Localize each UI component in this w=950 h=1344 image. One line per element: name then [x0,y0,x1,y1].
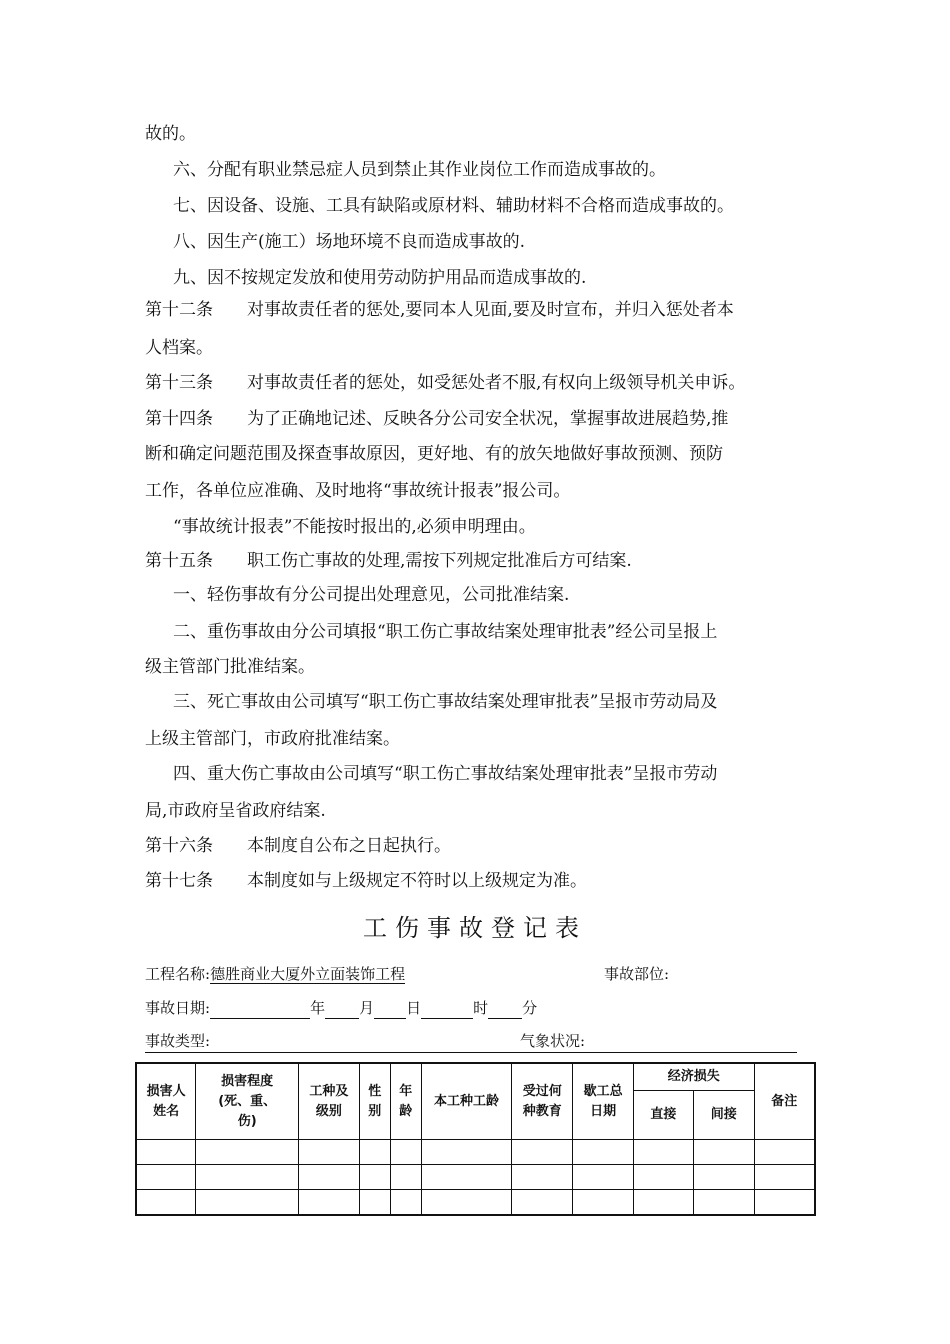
article-number: 第十二条 [145,300,213,320]
table-cell[interactable] [359,1190,390,1216]
table-cell[interactable] [421,1165,512,1190]
body-line [173,583,853,607]
header-economic-loss: 经济损失 [634,1063,755,1091]
header-training: 受过何 种教育 [512,1063,573,1140]
line-text: 局,市政府呈省政府结案. [145,801,326,821]
body-line [173,266,853,290]
header-sex: 性 别 [359,1063,390,1140]
header-trade-level: 工种及 级别 [299,1063,360,1140]
article-number: 第十三条 [145,373,213,393]
table-cell[interactable] [754,1165,815,1190]
line-text: 七、因设备、设施、工具有缺陷或原材料、辅助材料不合格而造成事故的。 [173,196,734,216]
table-cell[interactable] [390,1140,421,1165]
day-blank [374,1000,406,1019]
header-victim-name: 损害人 姓名 [136,1063,196,1140]
header-loss-indirect: 间接 [693,1091,754,1140]
line-text: 上级主管部门，市政府批准结案。 [145,729,400,749]
line-text: 对事故责任者的惩处，如受惩处者不服,有权向上级领导机关申诉。 [247,373,746,393]
table-cell[interactable] [359,1140,390,1165]
table-cell[interactable] [390,1190,421,1216]
line-text: 本制度如与上级规定不符时以上级规定为准。 [247,871,587,891]
table-cell[interactable] [421,1190,512,1216]
table-cell[interactable] [359,1165,390,1190]
table-cell[interactable] [421,1140,512,1165]
body-line [173,515,853,539]
body-line [145,336,825,360]
table-cell[interactable] [573,1190,634,1216]
article-number: 第十五条 [145,551,213,571]
body-line [173,762,853,786]
header-remarks: 备注 [754,1063,815,1140]
body-line [145,479,825,503]
date-label: 事故日期: [145,999,211,1017]
table-cell[interactable] [136,1190,196,1216]
header-injury-degree: 损害程度 (死、重、 伤) [196,1063,299,1140]
line-text: 九、因不按规定发放和使用劳动防护用品而造成事故的. [173,268,587,288]
article-line [145,371,825,395]
table-row [136,1140,815,1165]
table-cell[interactable] [390,1165,421,1190]
table-cell[interactable] [512,1140,573,1165]
table-row [136,1190,815,1216]
line-text: 八、因生产(施工）场地环境不良而造成事故的. [173,232,526,252]
article-number: 第十六条 [145,836,213,856]
line-text: 断和确定问题范围及探查事故原因，更好地、有的放矢地做好事故预测、预防 [145,444,723,464]
line-text: 为了正确地记述、反映各分公司安全状况，掌握事故进展趋势,推 [247,409,729,429]
header-days-lost: 歇工总 日期 [573,1063,634,1140]
body-line [145,122,825,146]
table-cell[interactable] [196,1140,299,1165]
table-row [136,1165,815,1190]
year-unit: 年 [310,999,326,1017]
table-cell[interactable] [634,1190,694,1216]
body-line [173,230,853,254]
table-cell[interactable] [693,1190,754,1216]
header-trade-seniority: 本工种工龄 [421,1063,512,1140]
header-age: 年 龄 [390,1063,421,1140]
article-line [145,298,825,322]
table-cell[interactable] [136,1165,196,1190]
line-text: 人档案。 [145,338,213,358]
table-cell[interactable] [634,1140,694,1165]
type-label: 事故类型: [145,1032,211,1050]
article-line [145,407,825,431]
line-text: 级主管部门批准结案。 [145,657,315,677]
article-line [145,869,825,893]
project-label: 工程名称: [145,965,211,983]
table-cell[interactable] [299,1140,360,1165]
table-cell[interactable] [754,1190,815,1216]
table-cell[interactable] [196,1165,299,1190]
article-line [145,549,825,573]
table-cell[interactable] [693,1140,754,1165]
line-text: 六、分配有职业禁忌症人员到禁止其作业岗位工作而造成事故的。 [173,160,666,180]
body-line [173,194,853,218]
hour-blank [421,1000,473,1019]
table-cell[interactable] [299,1190,360,1216]
table-cell[interactable] [693,1165,754,1190]
line-text: 工作，各单位应准确、及时地将“事故统计报表”报公司。 [145,481,571,501]
line-text: 本制度自公布之日起执行。 [247,836,451,856]
line-text: 四、重大伤亡事故由公司填写“职工伤亡事故结案处理审批表”呈报市劳动 [173,764,718,784]
line-text: 对事故责任者的惩处,要同本人见面,要及时宣布，并归入惩处者本 [247,300,734,320]
table-cell[interactable] [634,1165,694,1190]
table-cell[interactable] [136,1140,196,1165]
year-blank [210,1000,310,1019]
month-unit: 月 [359,999,375,1017]
body-line [173,690,853,714]
table-cell[interactable] [512,1190,573,1216]
date-line [145,997,537,1019]
minute-blank [488,1000,522,1019]
minute-unit: 分 [522,999,538,1017]
line-text: “事故统计报表”不能按时报出的,必须申明理由。 [173,517,536,537]
hour-unit: 时 [473,999,489,1017]
table-cell[interactable] [754,1140,815,1165]
project-name: 德胜商业大厦外立面装饰工程 [210,965,406,983]
form-title: 工伤事故登记表 [363,914,587,942]
month-blank [325,1000,359,1019]
day-unit: 日 [406,999,422,1017]
article-number: 第十四条 [145,409,213,429]
body-line [145,442,825,466]
table-cell[interactable] [196,1190,299,1216]
table-cell[interactable] [573,1140,634,1165]
header-loss-direct: 直接 [634,1091,694,1140]
project-line [145,963,405,985]
body-line [145,655,825,679]
body-line [145,727,825,751]
body-line [173,620,853,644]
line-text: 三、死亡事故由公司填写“职工伤亡事故结案处理审批表”呈报市劳动局及 [173,692,718,712]
line-text: 职工伤亡事故的处理,需按下列规定批准后方可结案. [247,551,632,571]
weather-label: 气象状况: [520,1032,586,1050]
body-line [145,799,825,823]
table-cell[interactable] [573,1165,634,1190]
table-cell[interactable] [299,1165,360,1190]
article-line [145,834,825,858]
table-cell[interactable] [512,1165,573,1190]
body-line [173,158,853,182]
article-number: 第十七条 [145,871,213,891]
location-label: 事故部位: [604,965,670,983]
line-text: 故的。 [145,124,196,144]
line-text: 一、轻伤事故有分公司提出处理意见，公司批准结案. [173,585,570,605]
line-text: 二、重伤事故由分公司填报“职工伤亡事故结案处理审批表”经公司呈报上 [173,622,718,642]
injury-register-table [135,1062,816,1216]
type-weather-line [145,1030,797,1053]
